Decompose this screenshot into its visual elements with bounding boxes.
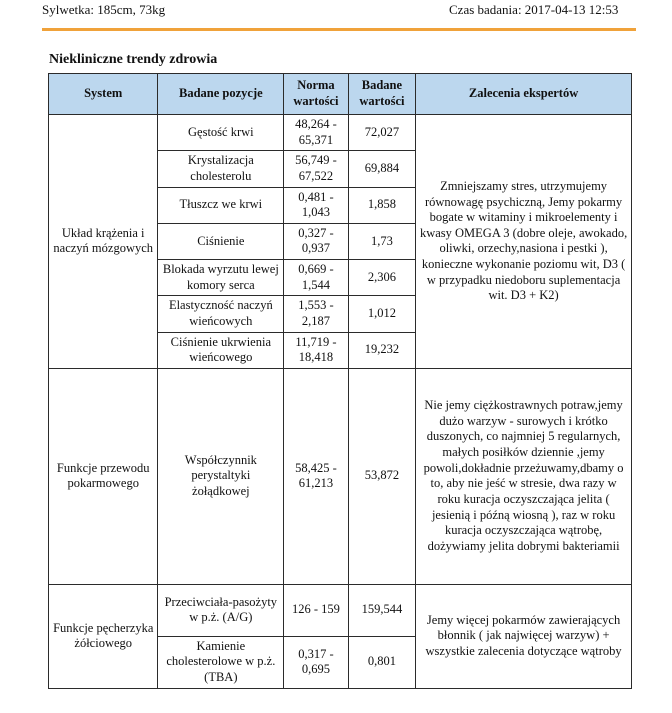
section-title: Niekliniczne trendy zdrowia <box>49 52 218 67</box>
recommendation-cell: Nie jemy ciężkostrawnych potraw,jemy dużo warzyw - surowych i krótko duszonych, co najmniej 5 regularnych, małych posiłków dziennie ,jemy powoli,dokładnie przeżuwamy,dbamy o to, aby nie jeść w stresie, dwa razy w roku kuracja oczyszczająca jelita ( jesienią i późną wiosną ), raz w roku kuracja oczyszczająca wątrobę, dożywiamy jelita dobrymi bakteriamii <box>416 368 632 584</box>
report-header <box>0 0 672 28</box>
position-cell: Ciśnienie ukrwienia wieńcowego <box>158 332 284 368</box>
norm-cell: 58,425 - 61,213 <box>284 368 348 584</box>
value-cell: 1,858 <box>348 187 416 223</box>
norm-cell: 11,719 - 18,418 <box>284 332 348 368</box>
norm-cell: 0,317 - 0,695 <box>284 636 348 688</box>
position-cell: Krystalizacja cholesterolu <box>158 151 284 187</box>
value-cell: 69,884 <box>348 151 416 187</box>
value-cell: 1,012 <box>348 296 416 332</box>
recommendation-cell: Jemy więcej pokarmów zawierających błonnik ( jak najwięcej warzyw) + wszystkie zalecenia dotyczące wątroby <box>416 584 632 688</box>
position-cell: Przeciwciała-pasożyty w p.ż. (A/G) <box>158 584 284 636</box>
table-header-row <box>49 74 632 115</box>
table-row <box>49 368 632 584</box>
silhouette-info: Sylwetka: 185cm, 73kg <box>42 2 166 17</box>
position-cell: Blokada wyrzutu lewej komory serca <box>158 260 284 296</box>
norm-cell: 48,264 - 65,371 <box>284 115 348 151</box>
value-cell: 53,872 <box>348 368 416 584</box>
header-recommendation: Zalecenia ekspertów <box>416 74 632 115</box>
header-norm: Norma wartości <box>284 74 348 115</box>
health-trends-table <box>48 73 632 689</box>
position-cell: Ciśnienie <box>158 223 284 259</box>
value-cell: 1,73 <box>348 223 416 259</box>
norm-cell: 0,327 - 0,937 <box>284 223 348 259</box>
norm-cell: 126 - 159 <box>284 584 348 636</box>
norm-cell: 0,481 - 1,043 <box>284 187 348 223</box>
value-cell: 19,232 <box>348 332 416 368</box>
norm-cell: 0,669 - 1,544 <box>284 260 348 296</box>
system-cell: Układ krążenia i naczyń mózgowych <box>49 115 158 369</box>
header-position: Badane pozycje <box>158 74 284 115</box>
recommendation-cell: Zmniejszamy stres, utrzymujemy równowagę psychiczną, Jemy pokarmy bogate w witaminy i mikroelementy i kwasy OMEGA 3 (dobre oleje, awokado, oliwki, orzechy,nasiona i pestki ), konieczne wykonanie poziomu wit, D3 ( w przypadku niedoboru suplementacja wit. D3 + K2) <box>416 115 632 369</box>
table-row <box>49 584 632 636</box>
system-cell: Funkcje przewodu pokarmowego <box>49 368 158 584</box>
header-divider <box>42 28 636 31</box>
header-value: Badane wartości <box>348 74 416 115</box>
norm-cell: 56,749 - 67,522 <box>284 151 348 187</box>
value-cell: 2,306 <box>348 260 416 296</box>
system-cell: Funkcje pęcherzyka żółciowego <box>49 584 158 688</box>
value-cell: 0,801 <box>348 636 416 688</box>
exam-timestamp: Czas badania: 2017-04-13 12:53 <box>449 2 619 17</box>
value-cell: 72,027 <box>348 115 416 151</box>
header-system: System <box>49 74 158 115</box>
position-cell: Tłuszcz we krwi <box>158 187 284 223</box>
value-cell: 159,544 <box>348 584 416 636</box>
norm-cell: 1,553 - 2,187 <box>284 296 348 332</box>
position-cell: Gęstość krwi <box>158 115 284 151</box>
position-cell: Kamienie cholesterolowe w p.ż. (TBA) <box>158 636 284 688</box>
table-row <box>49 115 632 151</box>
position-cell: Elastyczność naczyń wieńcowych <box>158 296 284 332</box>
position-cell: Współczynnik perystaltyki żołądkowej <box>158 368 284 584</box>
